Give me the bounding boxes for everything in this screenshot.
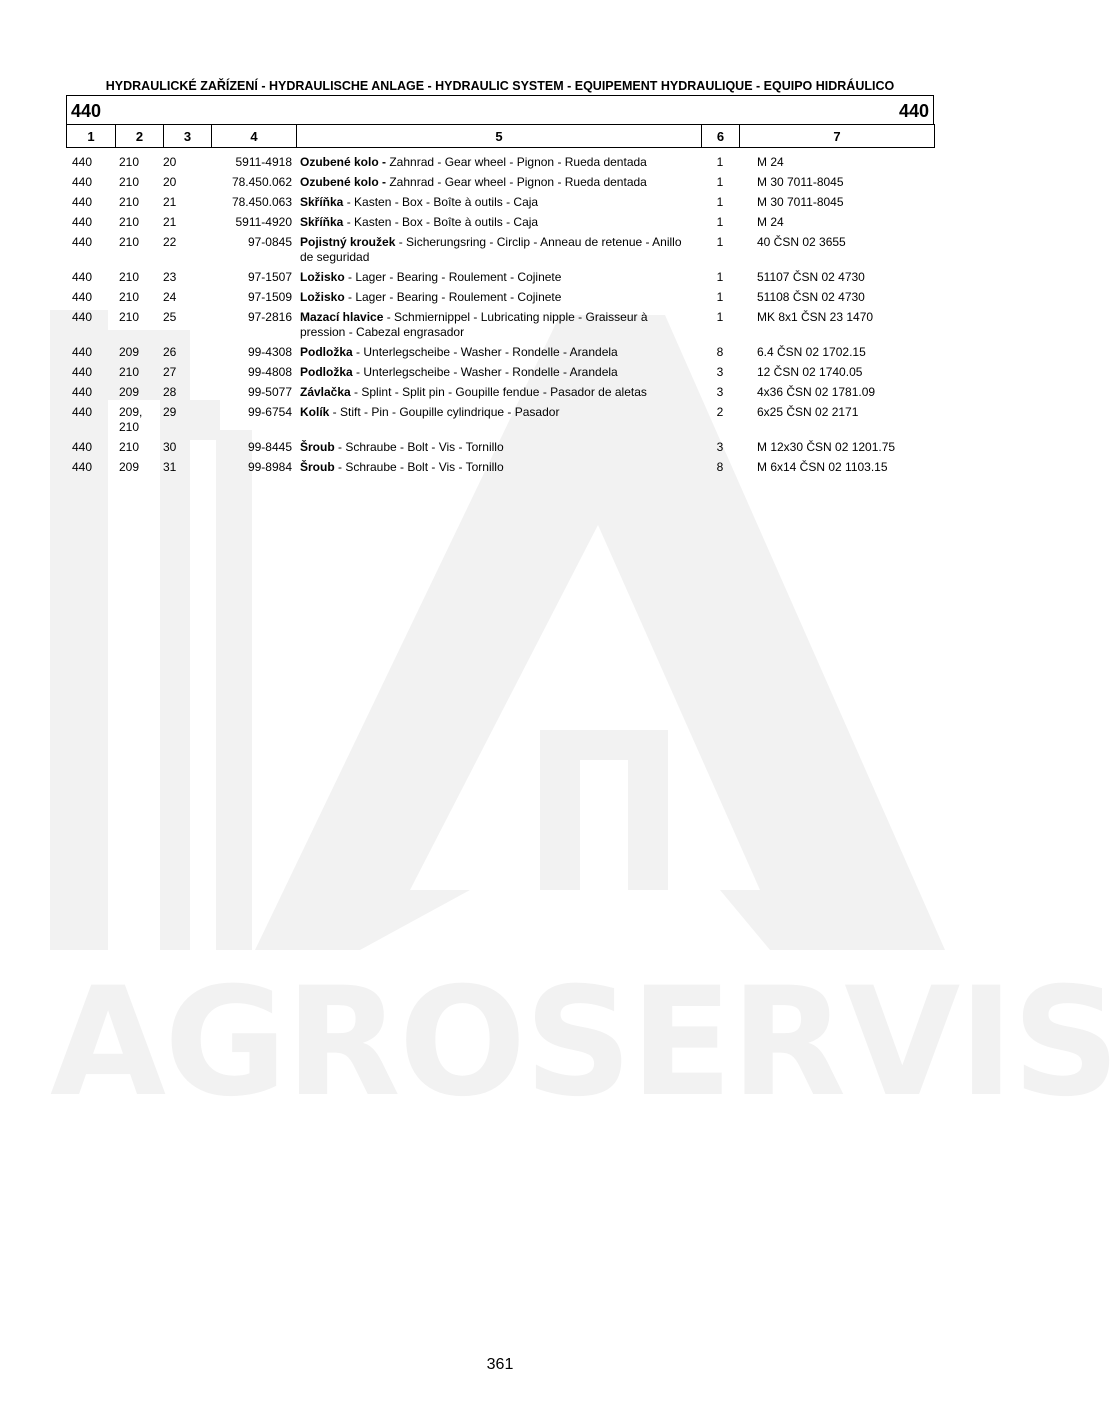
page-number: 361: [486, 1356, 514, 1373]
part-translations: - Kasten - Box - Boîte à outils - Caja: [343, 215, 539, 229]
part-translations: - Stift - Pin - Goupille cylindrique - Pasador: [329, 405, 560, 419]
part-translations: Zahnrad - Gear wheel - Pignon - Rueda dentada: [386, 175, 647, 189]
part-name: Pojistný kroužek: [300, 235, 396, 249]
cell-note: 6x25 ČSN 02 2171: [757, 405, 859, 419]
part-name: Ložisko: [300, 270, 345, 284]
cell-note: 51107 ČSN 02 4730: [757, 270, 865, 284]
table-row: [66, 193, 934, 213]
cell-description: [296, 383, 701, 403]
table-row: [66, 288, 934, 308]
part-name: Kolík: [300, 405, 330, 419]
cell-part-number: 78.450.063: [231, 195, 292, 209]
cell-position: 27: [163, 365, 177, 379]
cell-description: [296, 193, 701, 213]
cell-group: 440: [72, 385, 93, 399]
part-translations: - Lager - Bearing - Roulement - Cojinete: [344, 290, 562, 304]
cell-subgroup: 210: [119, 175, 140, 189]
cell-note: 12 ČSN 02 1740.05: [757, 365, 863, 379]
column-header: 4: [212, 125, 297, 148]
cell-subgroup: 210: [119, 215, 140, 229]
table-row: [66, 153, 934, 173]
cell-subgroup: 210: [119, 310, 140, 324]
cell-part-number: 99-8984: [247, 460, 292, 474]
part-translations: - Unterlegscheibe - Washer - Rondelle - Arandela: [352, 345, 618, 359]
column-header: 3: [164, 125, 212, 148]
cell-part-number: 99-4308: [247, 345, 292, 359]
part-name: Podložka: [300, 365, 353, 379]
cell-quantity: 3: [716, 440, 724, 454]
cell-description: [296, 233, 701, 268]
table-row: [66, 268, 934, 288]
cell-position: 29: [163, 405, 177, 419]
cell-note: 40 ČSN 02 3655: [757, 235, 846, 249]
cell-quantity: 1: [716, 270, 724, 284]
cell-position: 22: [163, 235, 177, 249]
cell-group: 440: [72, 195, 93, 209]
cell-note: 4x36 ČSN 02 1781.09: [757, 385, 876, 399]
cell-note: M 30 7011-8045: [757, 195, 844, 209]
cell-position: 20: [163, 155, 177, 169]
cell-subgroup: 210: [119, 290, 140, 304]
cell-part-number: 97-0845: [247, 235, 292, 249]
cell-subgroup: 210: [119, 155, 140, 169]
table-row: [66, 343, 934, 363]
parts-table: [66, 153, 934, 478]
cell-quantity: 1: [716, 310, 724, 324]
cell-position: 21: [163, 195, 177, 209]
cell-position: 25: [163, 310, 177, 324]
cell-group: 440: [72, 215, 93, 229]
cell-position: 21: [163, 215, 177, 229]
cell-position: 26: [163, 345, 177, 359]
part-translations: - Lager - Bearing - Roulement - Cojinete: [344, 270, 562, 284]
cell-subgroup: 209: [119, 385, 140, 399]
part-translations: - Sicherungsring - Circlip - Anneau de retenue - Anillo de seguridad: [300, 235, 682, 264]
cell-description: [296, 308, 701, 343]
cell-subgroup: 209: [119, 460, 140, 474]
cell-description: [296, 268, 701, 288]
cell-part-number: 99-5077: [247, 385, 292, 399]
cell-group: 440: [72, 175, 93, 189]
table-row: [66, 213, 934, 233]
column-header: 7: [740, 125, 935, 148]
part-translations: - Splint - Split pin - Goupille fendue - Pasador de aletas: [350, 385, 647, 399]
table-row: [66, 403, 934, 438]
cell-note: 51108 ČSN 02 4730: [757, 290, 865, 304]
cell-subgroup: 209, 210: [119, 405, 143, 434]
cell-description: [296, 403, 701, 438]
cell-part-number: 78.450.062: [231, 175, 292, 189]
part-translations: Zahnrad - Gear wheel - Pignon - Rueda dentada: [386, 155, 647, 169]
cell-group: 440: [72, 440, 93, 454]
cell-subgroup: 209: [119, 345, 140, 359]
page-title: HYDRAULICKÉ ZAŘÍZENÍ - HYDRAULISCHE ANLAGE - HYDRAULIC SYSTEM - EQUIPEMENT HYDRAULIQUE - EQUIPO HIDRÁULICO: [105, 79, 895, 93]
cell-note: M 12x30 ČSN 02 1201.75: [757, 440, 896, 454]
cell-group: 440: [72, 155, 93, 169]
cell-quantity: 1: [716, 235, 724, 249]
table-row: [66, 383, 934, 403]
cell-description: [296, 458, 701, 478]
cell-description: [296, 343, 701, 363]
cell-part-number: 99-4808: [247, 365, 292, 379]
cell-part-number: 97-2816: [247, 310, 292, 324]
cell-subgroup: 210: [119, 440, 140, 454]
cell-description: [296, 173, 701, 193]
cell-note: 6.4 ČSN 02 1702.15: [757, 345, 866, 359]
cell-subgroup: 210: [119, 365, 140, 379]
cell-group: 440: [72, 460, 93, 474]
cell-quantity: 8: [716, 345, 724, 359]
cell-subgroup: 210: [119, 270, 140, 284]
part-translations: - Schmiernippel - Lubricating nipple - Graisseur à pression - Cabezal engrasador: [300, 310, 648, 339]
part-name: Skříňka: [300, 195, 344, 209]
table-row: [66, 458, 934, 478]
cell-subgroup: 210: [119, 235, 140, 249]
cell-quantity: 2: [716, 405, 724, 419]
part-name: Podložka: [300, 345, 353, 359]
part-name: Mazací hlavice: [300, 310, 384, 324]
cell-position: 30: [163, 440, 177, 454]
column-header: 1: [67, 125, 116, 148]
part-translations: - Unterlegscheibe - Washer - Rondelle - Arandela: [352, 365, 618, 379]
cell-group: 440: [72, 235, 93, 249]
cell-group: 440: [72, 365, 93, 379]
cell-part-number: 97-1509: [247, 290, 292, 304]
cell-quantity: 3: [716, 365, 724, 379]
part-name: Závlačka: [300, 385, 351, 399]
column-header: 5: [297, 125, 702, 148]
cell-quantity: 1: [716, 195, 724, 209]
cell-position: 24: [163, 290, 177, 304]
part-name: Šroub: [300, 440, 335, 454]
part-translations: - Schraube - Bolt - Vis - Tornillo: [334, 440, 504, 454]
part-name: Ozubené kolo -: [300, 155, 387, 169]
cell-position: 28: [163, 385, 177, 399]
cell-description: [296, 288, 701, 308]
group-number-left: 440: [71, 101, 102, 121]
group-number-right: 440: [898, 101, 929, 121]
cell-part-number: 97-1507: [247, 270, 292, 284]
cell-group: 440: [72, 345, 93, 359]
part-name: Šroub: [300, 460, 335, 474]
cell-description: [296, 153, 701, 173]
cell-note: MK 8x1 ČSN 23 1470: [757, 310, 874, 324]
cell-quantity: 1: [716, 290, 724, 304]
cell-quantity: 1: [716, 155, 724, 169]
cell-note: M 30 7011-8045: [757, 175, 844, 189]
cell-quantity: 8: [716, 460, 724, 474]
table-row: [66, 233, 934, 268]
cell-description: [296, 363, 701, 383]
table-row: [66, 438, 934, 458]
cell-group: 440: [72, 290, 93, 304]
part-name: Ozubené kolo -: [300, 175, 387, 189]
cell-note: M 24: [757, 215, 784, 229]
table-row: [66, 173, 934, 193]
part-translations: - Kasten - Box - Boîte à outils - Caja: [343, 195, 539, 209]
cell-quantity: 3: [716, 385, 724, 399]
cell-part-number: 5911-4918: [235, 155, 292, 169]
table-row: [66, 308, 934, 343]
cell-note: M 6x14 ČSN 02 1103.15: [757, 460, 888, 474]
cell-position: 31: [163, 460, 177, 474]
part-name: Ložisko: [300, 290, 345, 304]
group-header: [66, 95, 934, 124]
cell-group: 440: [72, 270, 93, 284]
cell-subgroup: 210: [119, 195, 140, 209]
cell-position: 23: [163, 270, 177, 284]
cell-position: 20: [163, 175, 177, 189]
cell-part-number: 5911-4920: [235, 215, 292, 229]
table-row: [66, 363, 934, 383]
column-header: 2: [116, 125, 164, 148]
cell-part-number: 99-6754: [247, 405, 292, 419]
column-header-row: [66, 124, 935, 148]
cell-note: M 24: [757, 155, 784, 169]
part-name: Skříňka: [300, 215, 344, 229]
cell-part-number: 99-8445: [247, 440, 292, 454]
cell-description: [296, 438, 701, 458]
watermark-text: AGROSERVIS: [50, 956, 1118, 1130]
cell-group: 440: [72, 310, 93, 324]
column-header: 6: [702, 125, 740, 148]
cell-group: 440: [72, 405, 93, 419]
cell-description: [296, 213, 701, 233]
cell-quantity: 1: [716, 215, 724, 229]
part-translations: - Schraube - Bolt - Vis - Tornillo: [334, 460, 504, 474]
cell-quantity: 1: [716, 175, 724, 189]
